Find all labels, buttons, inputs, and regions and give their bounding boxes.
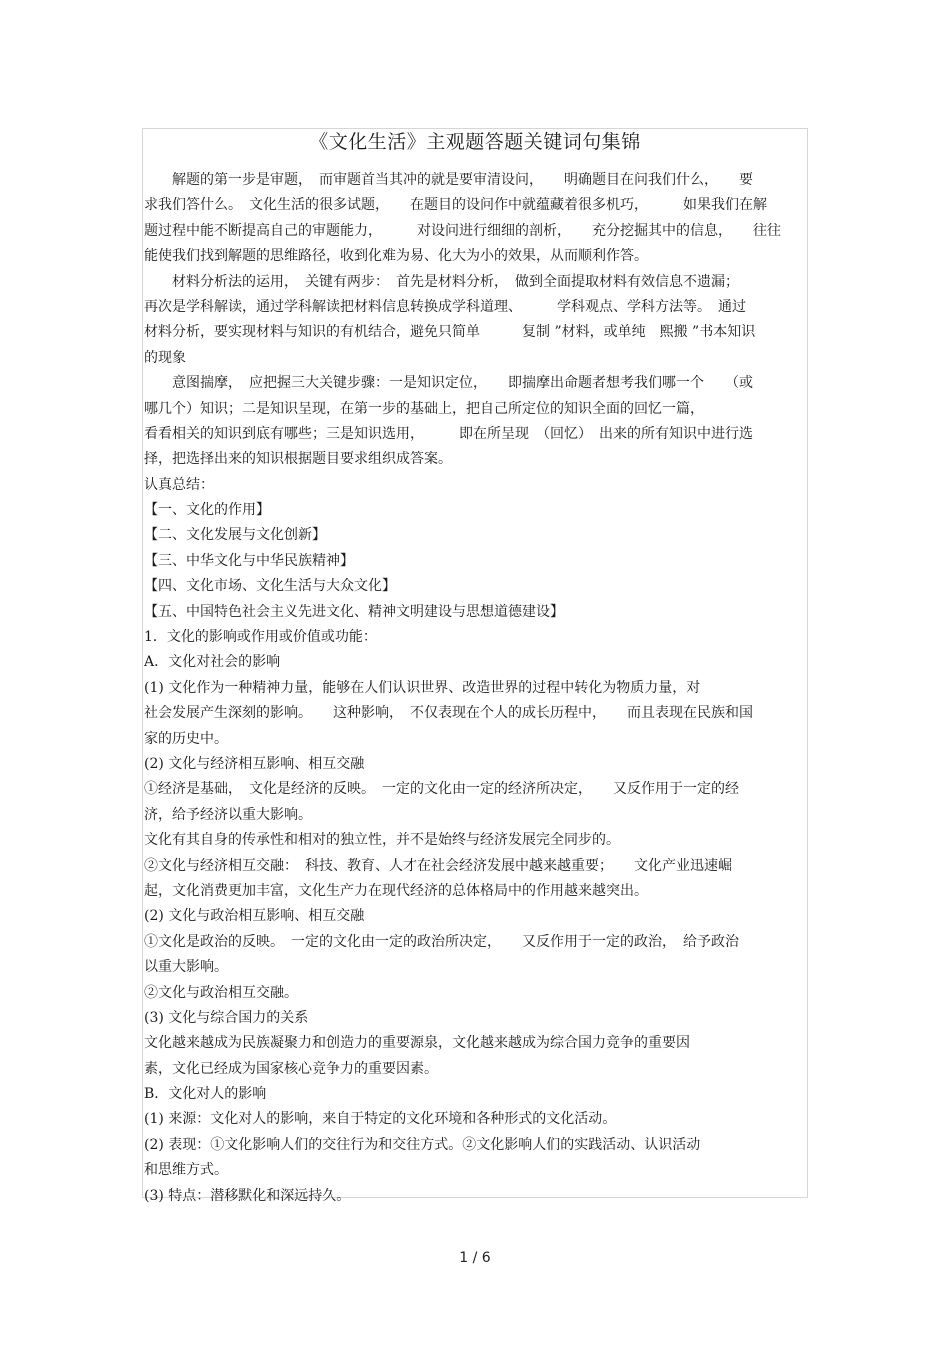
- text-line: 文化越来越成为民族凝聚力和创造力的重要源泉，文化越来越成为综合国力竞争的重要因: [144, 1035, 690, 1052]
- text-line: 材料分析，要实现材料与知识的有机结合，避免只简单 复制 ”材料，或单纯 熙搬 ”书本知识: [144, 324, 756, 341]
- text-line: 题过程中能不断提高自己的审题能力， 对设问进行细细的剖析， 充分挖掘其中的信息， 往往: [144, 222, 781, 239]
- text-line: 的现象: [144, 349, 186, 366]
- text-line: 1．文化的影响或作用或价值或功能：: [144, 629, 377, 646]
- text-line: ①文化是政治的反映。 一定的文化由一定的政治所决定， 又反作用于一定的政治， 给予政治: [144, 933, 739, 950]
- document-body: [144, 168, 808, 1209]
- text-line: A．文化对社会的影响: [144, 654, 281, 671]
- text-line: 【二、文化发展与文化创新】: [144, 527, 326, 544]
- text-line: 认真总结：: [144, 476, 214, 493]
- text-line: 济，给予经济以重大影响。: [144, 806, 312, 823]
- text-line: 择，把选择出来的知识根据题目要求组织成答案。: [144, 451, 452, 468]
- text-line: (3) 特点：潜移默化和深远持久。: [144, 1187, 351, 1204]
- text-line: 意图揣摩， 应把握三大关键步骤：一是知识定位， 即揣摩出命题者想考我们哪一个 （或: [144, 375, 753, 392]
- document-title: 《文化生活》主观题答题关键词句集锦: [309, 131, 641, 153]
- text-line: 材料分析法的运用， 关键有两步： 首先是材料分析， 做到全面提取材料有效信息不遗漏；: [144, 273, 739, 290]
- text-line: 文化有其自身的传承性和相对的独立性，并不是始终与经济发展完全同步的。: [144, 832, 620, 849]
- text-line: 解题的第一步是审题， 而审题首当其冲的就是要审清设问， 明确题目在问我们什么， 要: [144, 172, 753, 188]
- text-line: 求我们答什么。 文化生活的很多试题， 在题目的设问作中就蕴藏着很多机巧， 如果我们在解: [144, 197, 767, 214]
- text-line: 能使我们找到解题的思维路径，收到化难为易、化大为小的效果，从而顺利作答。: [144, 248, 648, 265]
- text-line: 以重大影响。: [144, 959, 228, 976]
- text-line: (1) 来源：文化对人的影响，来自于特定的文化环境和各种形式的文化活动。: [144, 1111, 617, 1128]
- text-line: 社会发展产生深刻的影响。 这种影响， 不仅表现在个人的成长历程中， 而且表现在民族和国: [144, 705, 753, 722]
- text-line: 素，文化已经成为国家核心竞争力的重要因素。: [144, 1060, 438, 1077]
- text-line: (2) 文化与政治相互影响、相互交融: [144, 908, 365, 925]
- text-line: 【三、中华文化与中华民族精神】: [144, 552, 354, 569]
- text-line: ②文化与经济相互交融： 科技、教育、人才在社会经济发展中越来越重要； 文化产业迅速崛: [144, 857, 732, 874]
- text-line: 【四、文化市场、文化生活与大众文化】: [144, 578, 396, 595]
- text-line: 和思维方式。: [144, 1162, 228, 1179]
- text-line: 哪几个）知识；二是知识呈现，在第一步的基础上，把自己所定位的知识全面的回忆一篇，: [144, 400, 704, 417]
- text-line: 再次是学科解读，通过学科解读把材料信息转换成学科道理、 学科观点、学科方法等。 通过: [144, 298, 746, 315]
- text-line: ①经济是基础， 文化是经济的反映。 一定的文化由一定的经济所决定， 又反作用于一定的经: [144, 781, 739, 798]
- text-line: (2) 表现：①文化影响人们的交往行为和交往方式。②文化影响人们的实践活动、认识活动: [144, 1136, 701, 1153]
- text-line: 起，文化消费更加丰富，文化生产力在现代经济的总体格局中的作用越来越突出。: [144, 882, 648, 899]
- text-line: (3) 文化与综合国力的关系: [144, 1009, 309, 1026]
- text-line: ②文化与政治相互交融。: [144, 984, 298, 1001]
- text-line: (1) 文化作为一种精神力量，能够在人们认识世界、改造世界的过程中转化为物质力量，对: [144, 679, 701, 696]
- text-line: 家的历史中。: [144, 730, 228, 747]
- text-line: 看看相关的知识到底有哪些；三是知识选用， 即在所呈现 （回忆） 出来的所有知识中进行选: [144, 425, 753, 442]
- text-line: (2) 文化与经济相互影响、相互交融: [144, 755, 365, 772]
- text-line: 【五、中国特色社会主义先进文化、精神文明建设与思想道德建设】: [144, 603, 564, 620]
- text-line: B．文化对人的影响: [144, 1086, 267, 1103]
- page-number: 1 / 6: [459, 1250, 491, 1266]
- text-line: 【一、文化的作用】: [144, 502, 270, 519]
